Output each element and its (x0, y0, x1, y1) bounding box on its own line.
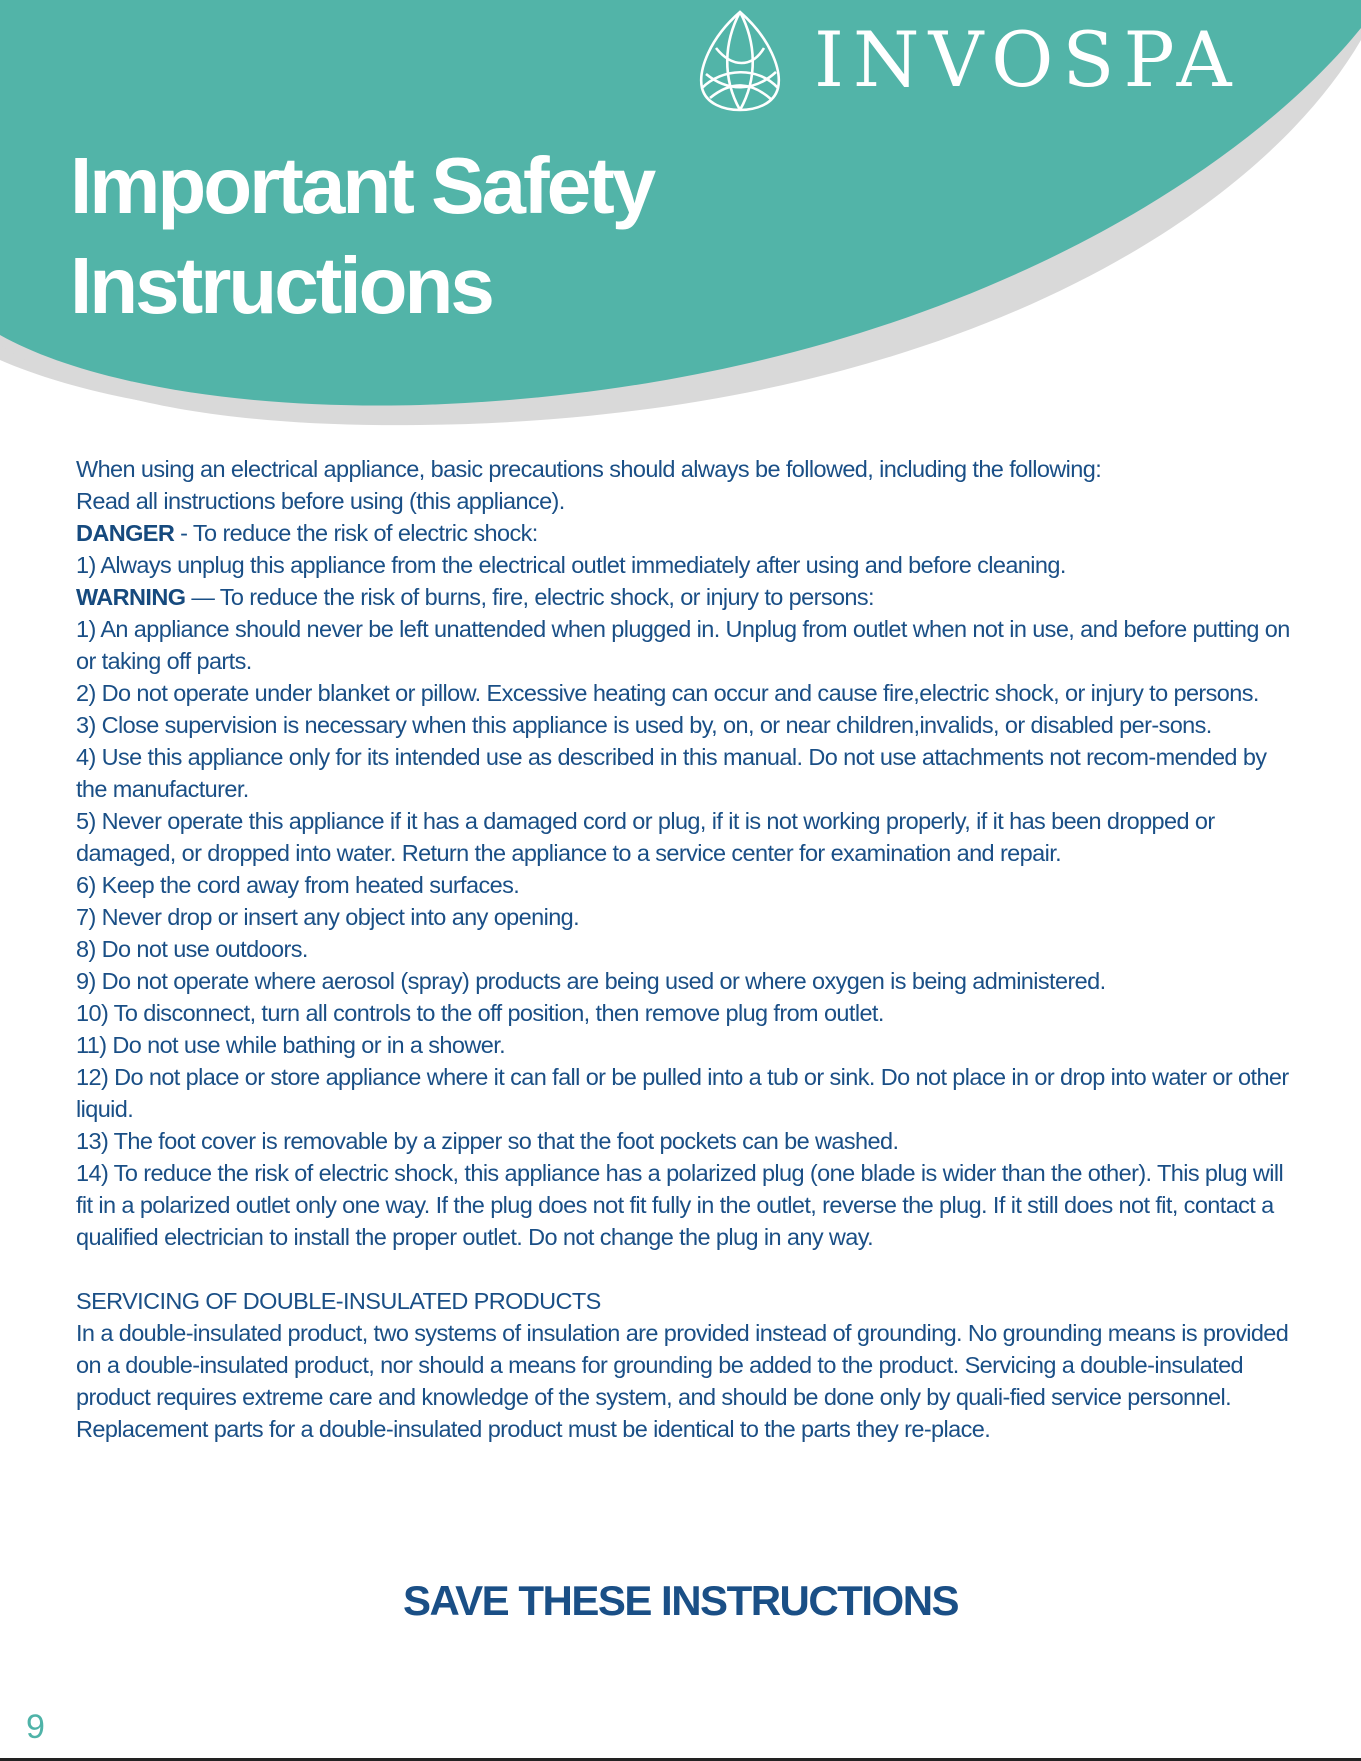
warning-item-8: 8) Do not use outdoors. (76, 936, 308, 962)
intro-line-1: When using an electrical appliance, basic precautions should always be followed, including the following: (76, 456, 1102, 482)
intro-line-2: Read all instructions before using (this appliance). (76, 488, 565, 514)
warning-item-7: 7) Never drop or insert any object into any opening. (76, 904, 580, 930)
danger-heading (76, 517, 1298, 549)
warning-item-11: 11) Do not use while bathing or in a shower. (76, 1032, 506, 1058)
danger-item: 1) Always unplug this appliance from the electrical outlet immediately after using and before cleaning. (76, 552, 1066, 578)
warning-item-3: 3) Close supervision is necessary when this appliance is used by, on, or near children,invalids, or disabled per-sons. (76, 712, 1212, 738)
warning-item-5: 5) Never operate this appliance if it has a damaged cord or plug, if it is not working properly, if it has been dropped or damaged, or dropped into water. Return the appliance to a service center for examination and repair. (76, 808, 1215, 866)
warning-item-1: 1) An appliance should never be left unattended when plugged in. Unplug from outlet when not in use, and before putting on or taking off parts. (76, 616, 1290, 674)
safety-content (76, 453, 1298, 1445)
warning-text: — To reduce the risk of burns, fire, electric shock, or injury to persons: (185, 584, 874, 610)
danger-text: - To reduce the risk of electric shock: (174, 520, 538, 546)
warning-item-13: 13) The foot cover is removable by a zipper so that the foot pockets can be washed. (76, 1128, 899, 1154)
servicing-title: SERVICING OF DOUBLE-INSULATED PRODUCTS (76, 1288, 601, 1314)
warning-item-9: 9) Do not operate where aerosol (spray) products are being used or where oxygen is being administered. (76, 968, 1106, 994)
title-line-1: Important Safety (70, 141, 654, 230)
warning-item-6: 6) Keep the cord away from heated surfaces. (76, 872, 520, 898)
warning-item-10: 10) To disconnect, turn all controls to the off position, then remove plug from outlet. (76, 1000, 884, 1026)
warning-item-4: 4) Use this appliance only for its intended use as described in this manual. Do not use attachments not recom-mended by the manufacturer. (76, 744, 1267, 802)
danger-label: DANGER (76, 520, 175, 546)
page-number: 9 (26, 1708, 45, 1746)
page-title (70, 136, 653, 336)
save-instructions: SAVE THESE INSTRUCTIONS (402, 1577, 959, 1624)
warning-item-2: 2) Do not operate under blanket or pillow. Excessive heating can occur and cause fire,electric shock, or injury to persons. (76, 680, 1259, 706)
brand-name: INVOSPA (814, 15, 1241, 104)
warning-item-14: 14) To reduce the risk of electric shock, this appliance has a polarized plug (one blade is wider than the other). This plug will fit in a polarized outlet only one way. If the plug does not fit fully in the outlet, reverse the plug. If it still does not fit, contact a qualified electrician to install the proper outlet. Do not change the plug in any way. (76, 1160, 1284, 1250)
brand (692, 8, 1241, 112)
warning-item-12: 12) Do not place or store appliance where it can fall or be pulled into a tub or sink. Do not place in or drop into water or other liquid. (76, 1064, 1289, 1122)
title-line-2: Instructions (70, 241, 492, 330)
lotus-leaf-icon (692, 8, 788, 112)
warning-heading (76, 581, 1298, 613)
servicing-text: In a double-insulated product, two systems of insulation are provided instead of grounding. No grounding means is provided on a double-insulated product, nor should a means for grounding be added to the product. Servicing a double-insulated product requires extreme care and knowledge of the system, and should be done only by quali-fied service personnel. Replacement parts for a double-insulated product must be identical to the parts they re-place. (76, 1320, 1289, 1442)
warning-label: WARNING (76, 584, 186, 610)
